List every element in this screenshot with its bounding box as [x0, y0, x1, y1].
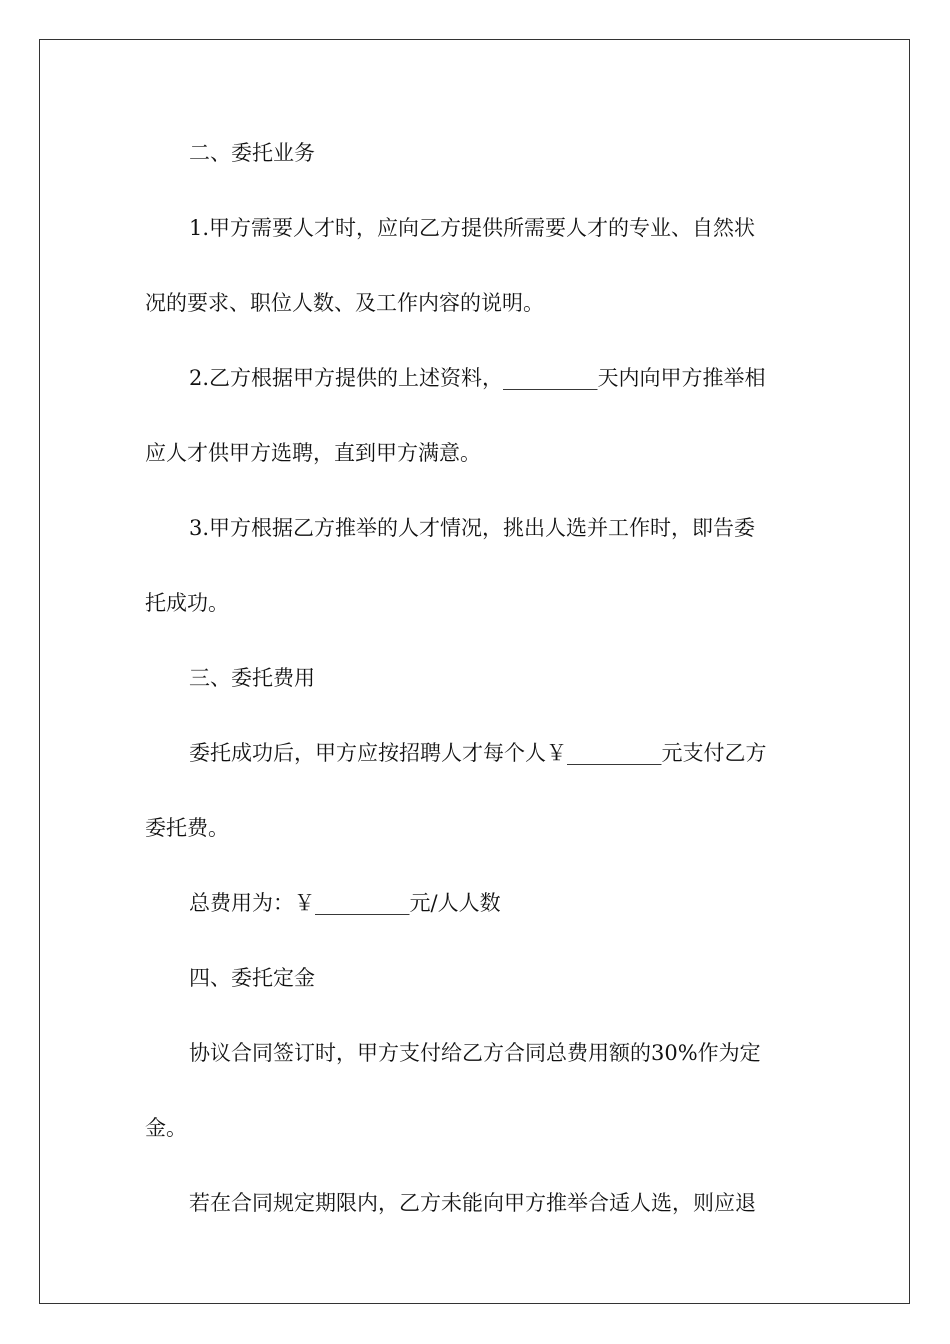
- paragraph-line: 1.甲方需要人才时，应向乙方提供所需要人才的专业、自然状: [189, 216, 756, 240]
- document-body: [145, 133, 810, 1258]
- paragraph-line: 应人才供甲方选聘，直到甲方满意。: [145, 441, 481, 465]
- paragraph-line: 协议合同签订时，甲方支付给乙方合同总费用额的30%作为定: [189, 1041, 761, 1065]
- paragraph-line: 3.甲方根据乙方推举的人才情况，挑出人选并工作时，即告委: [189, 516, 756, 540]
- paragraph-line: 若在合同规定期限内，乙方未能向甲方推举合适人选，则应退: [189, 1191, 756, 1215]
- paragraph-line: 委托费。: [145, 816, 229, 840]
- paragraph-line: 委托成功后，甲方应按招聘人才每个人￥_________元支付乙方: [189, 741, 767, 765]
- paragraph-line: 金。: [145, 1116, 187, 1140]
- paragraph-line: 托成功。: [145, 591, 229, 615]
- section-heading-entrusted-fees: 三、委托费用: [189, 666, 315, 690]
- paragraph-line: 况的要求、职位人数、及工作内容的说明。: [145, 291, 544, 315]
- section-heading-entrusted-business: 二、委托业务: [189, 141, 315, 165]
- section-heading-entrusted-deposit: 四、委托定金: [189, 966, 315, 990]
- paragraph-line: 2.乙方根据甲方提供的上述资料，_________天内向甲方推举相: [189, 366, 766, 390]
- paragraph-line: 总费用为：￥_________元/人人数: [189, 891, 501, 915]
